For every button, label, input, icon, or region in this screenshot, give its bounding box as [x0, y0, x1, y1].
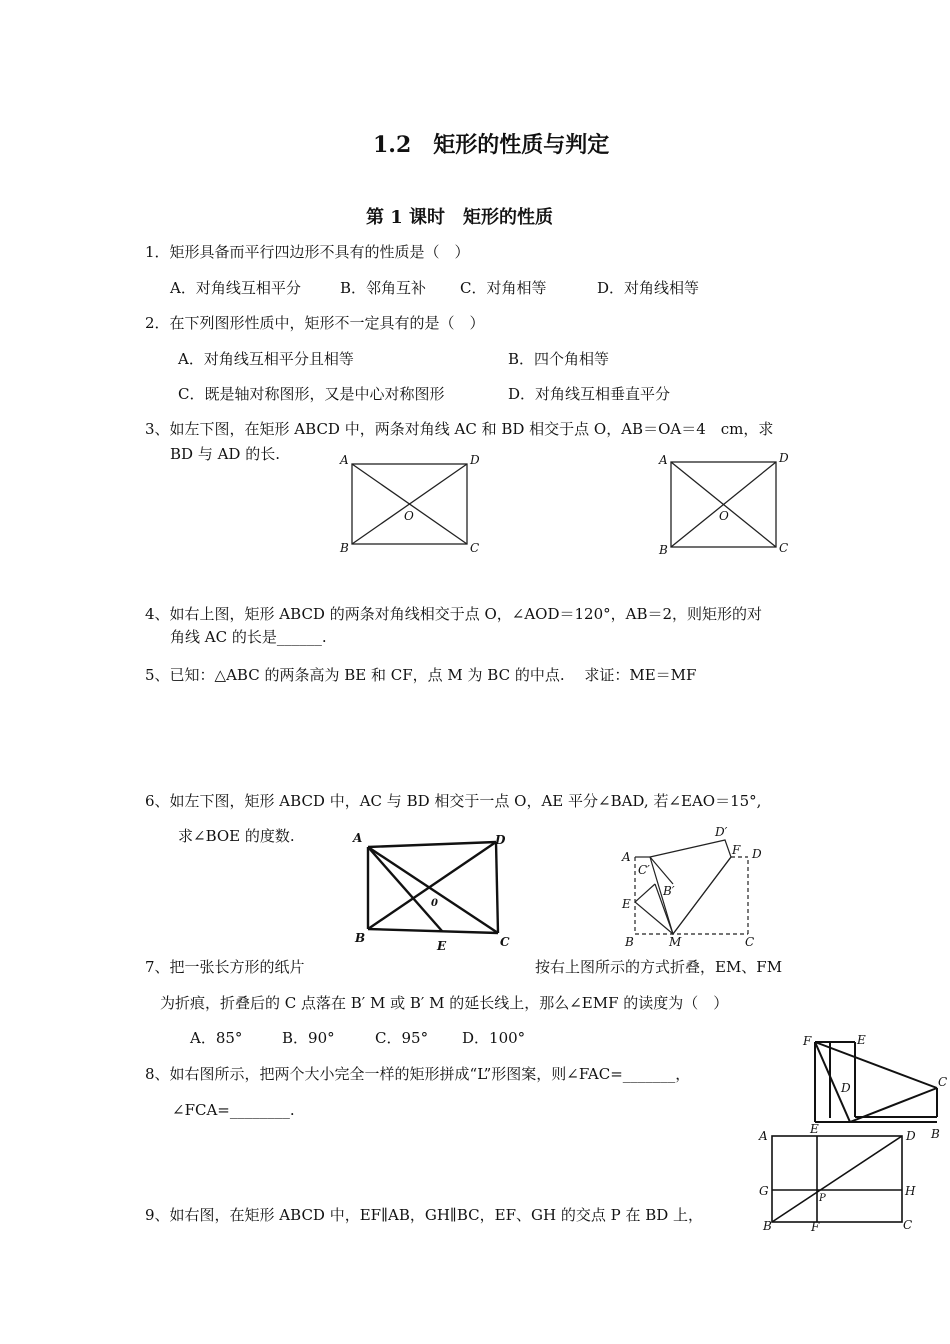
- q5-line1: 5、已知：△ABC 的两条高为 BE 和 CF，点 M 为 BC 的中点. 求证：ME＝MF: [145, 666, 697, 684]
- fig3a-label-b: B: [340, 541, 349, 555]
- fig7-label-bprime: B′: [663, 884, 675, 898]
- fig8-label-c: C: [938, 1075, 948, 1089]
- q7-line2: 为折痕，折叠后的 C 点落在 B′ M 或 B′ M 的延长线上，那么∠EMF 的读度为（ ）: [160, 994, 729, 1012]
- figure-3-right: [655, 448, 805, 560]
- q7-option-a: A．85°: [190, 1029, 243, 1047]
- q4-line1: 4、如右上图，矩形 ABCD 的两条对角线相交于点 O，∠AOD＝120°，AB＝2，则矩形的对: [145, 605, 763, 623]
- q9-line1: 9、如右图，在矩形 ABCD 中，EF∥AB，GH∥BC，EF、GH 的交点 P 在 BD 上，: [145, 1206, 704, 1224]
- fig3a-label-c: C: [470, 541, 480, 555]
- fig3b-label-d: D: [779, 451, 789, 465]
- fig8-label-e: E: [857, 1033, 866, 1047]
- fig9-label-p: P: [819, 1193, 826, 1204]
- fig7-label-f: F: [732, 843, 741, 857]
- fig6-label-a: A: [353, 831, 363, 845]
- q2-option-d: D．对角线互相垂直平分: [508, 385, 671, 403]
- fig7-label-cprime: C′: [638, 863, 650, 877]
- fig7-label-a: A: [622, 850, 631, 864]
- fig8-label-b: B: [931, 1127, 940, 1141]
- q3-line1: 3、如左下图，在矩形 ABCD 中，两条对角线 AC 和 BD 相交于点 O，AB＝OA＝4 cm，求: [145, 420, 774, 438]
- q2-stem: 2．在下列图形性质中，矩形不一定具有的是（ ）: [145, 314, 485, 332]
- fig6-label-d: D: [495, 833, 506, 847]
- fig7-label-b: B: [625, 935, 634, 949]
- fig9-label-b: B: [763, 1219, 772, 1233]
- fig9-label-h: H: [905, 1184, 916, 1198]
- q7-line1b: 按右上图所示的方式折叠，EM、FM: [535, 958, 783, 976]
- fig7-label-e: E: [622, 897, 631, 911]
- fig8-label-d: D: [841, 1081, 851, 1095]
- q4-line2: 角线 AC 的长是______.: [170, 628, 327, 646]
- figure-7: [615, 822, 775, 952]
- q6-line2: 求∠BOE 的度数.: [178, 827, 295, 845]
- fig3b-label-o: O: [719, 509, 729, 523]
- q7-option-c: C．95°: [375, 1029, 429, 1047]
- q8-line1: 8、如右图所示，把两个大小完全一样的矩形拼成“L”形图案，则∠FAC=_______，: [145, 1065, 691, 1083]
- q7-option-d: D．100°: [462, 1029, 526, 1047]
- section-subtitle: 第 1 课时 矩形的性质: [366, 207, 554, 228]
- fig6-label-o: 0: [431, 898, 438, 909]
- figure-3-left: [330, 448, 490, 560]
- fig9-label-g: G: [759, 1184, 769, 1198]
- figure-6: [345, 826, 520, 956]
- fig3b-label-b: B: [659, 543, 668, 557]
- q3-line2: BD 与 AD 的长.: [170, 445, 280, 463]
- fig8-label-f: F: [803, 1034, 812, 1048]
- q8-line2: ∠FCA=________.: [172, 1101, 295, 1119]
- fig3b-label-a: A: [659, 453, 668, 467]
- fig7-label-c: C: [745, 935, 755, 949]
- q1-option-a: A．对角线互相平分: [170, 279, 301, 297]
- fig3b-label-c: C: [779, 541, 789, 555]
- figure-9: [755, 1122, 925, 1234]
- q1-option-d: D．对角线相等: [597, 279, 700, 297]
- fig7-label-dprime: D′: [715, 825, 728, 839]
- fig9-label-f: F: [811, 1220, 820, 1234]
- fig3a-label-d: D: [470, 453, 480, 467]
- q2-option-c: C．既是轴对称图形，又是中心对称图形: [178, 385, 445, 403]
- fig9-label-e: E: [810, 1122, 819, 1136]
- fig9-label-a: A: [759, 1129, 768, 1143]
- fig6-label-b: B: [355, 931, 366, 945]
- q2-option-b: B．四个角相等: [508, 350, 610, 368]
- fig9-label-c: C: [903, 1218, 913, 1232]
- q1-option-b: B．邻角互补: [340, 279, 427, 297]
- fig3a-label-o: O: [404, 509, 414, 523]
- fig6-label-c: C: [500, 935, 510, 949]
- q1-option-c: C．对角相等: [460, 279, 547, 297]
- fig3a-label-a: A: [340, 453, 349, 467]
- q7-option-b: B．90°: [282, 1029, 335, 1047]
- q7-line1a: 7、把一张长方形的纸片: [145, 958, 305, 976]
- q6-line1: 6、如左下图，矩形 ABCD 中，AC 与 BD 相交于一点 O，AE 平分∠BAD, 若∠EAO＝15°,: [145, 792, 762, 810]
- fig7-label-m: M: [669, 935, 682, 949]
- page-title: 1.2 矩形的性质与判定: [373, 132, 610, 158]
- q1-stem: 1．矩形具备而平行四边形不具有的性质是（ ）: [145, 243, 470, 261]
- fig7-label-d: D: [752, 847, 762, 861]
- fig9-label-d: D: [906, 1129, 916, 1143]
- fig6-label-e: E: [437, 939, 447, 953]
- q2-option-a: A．对角线互相平分且相等: [178, 350, 354, 368]
